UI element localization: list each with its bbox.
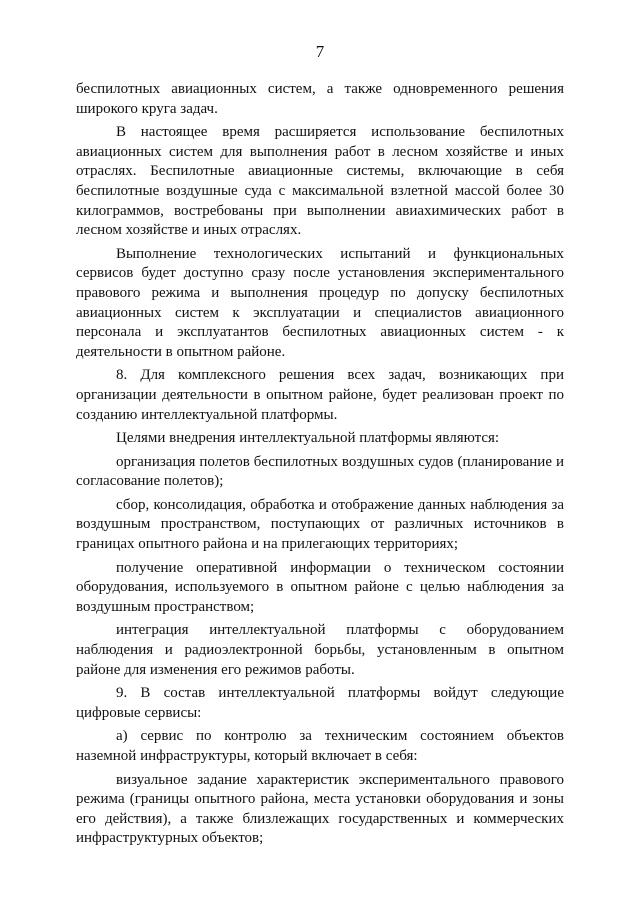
paragraph: В настоящее время расширяется использование беспилотных авиационных систем для выполнения работ в лесном хозяйстве и иных отраслях. Беспилотные авиационные системы, включающие в себя беспилотные воздушные суда с максимальной взлетной массой более 30 килограммов, востребованы при выполнении авиахимических работ в лесном хозяйстве и иных отраслях.	[76, 124, 564, 239]
list-item: организация полетов беспилотных воздушных судов (планирование и согласование полетов);	[76, 453, 564, 490]
paragraph-section-8: 8. Для комплексного решения всех задач, возникающих при организации деятельности в опытном районе, будет реализован проект по созданию интеллектуальной платформы.	[76, 367, 564, 423]
list-item: интеграция интеллектуальной платформы с оборудованием наблюдения и радиоэлектронной борьбы, установленным в опытном районе для изменения его режимов работы.	[76, 622, 564, 678]
list-item: сбор, консолидация, обработка и отображение данных наблюдения за воздушным пространством, поступающих от различных источников в границах опытного района и на прилегающих территориях;	[76, 496, 564, 553]
paragraph-continuation: беспилотных авиационных систем, а также одновременного решения широкого круга задач.	[76, 81, 564, 117]
list-item: визуальное задание характеристик экспериментального правового режима (границы опытного района, места установки оборудования и зоны его действия), а также близлежащих государственных и коммерческих инфраструктурных объектов;	[76, 771, 564, 847]
list-item: получение оперативной информации о техническом состоянии оборудования, используемого в опытном районе с целью наблюдения за воздушным пространством;	[76, 559, 564, 615]
page-number: 7	[315, 42, 325, 61]
paragraph-section-9: 9. В состав интеллектуальной платформы войдут следующие цифровые сервисы:	[76, 685, 564, 721]
body-text	[76, 80, 564, 853]
list-item: а) сервис по контролю за техническим состоянием объектов наземной инфраструктуры, который включает в себя:	[76, 728, 564, 764]
paragraph: Выполнение технологических испытаний и функциональных сервисов будет доступно сразу после установления экспериментального правового режима и выполнения процедур по допуску беспилотных авиационных систем к эксплуатации и специалистов авиационного персонала и эксплуатантов беспилотных авиационных систем - к деятельности в опытном районе.	[76, 245, 564, 360]
paragraph: Целями внедрения интеллектуальной платформы являются:	[116, 430, 500, 447]
